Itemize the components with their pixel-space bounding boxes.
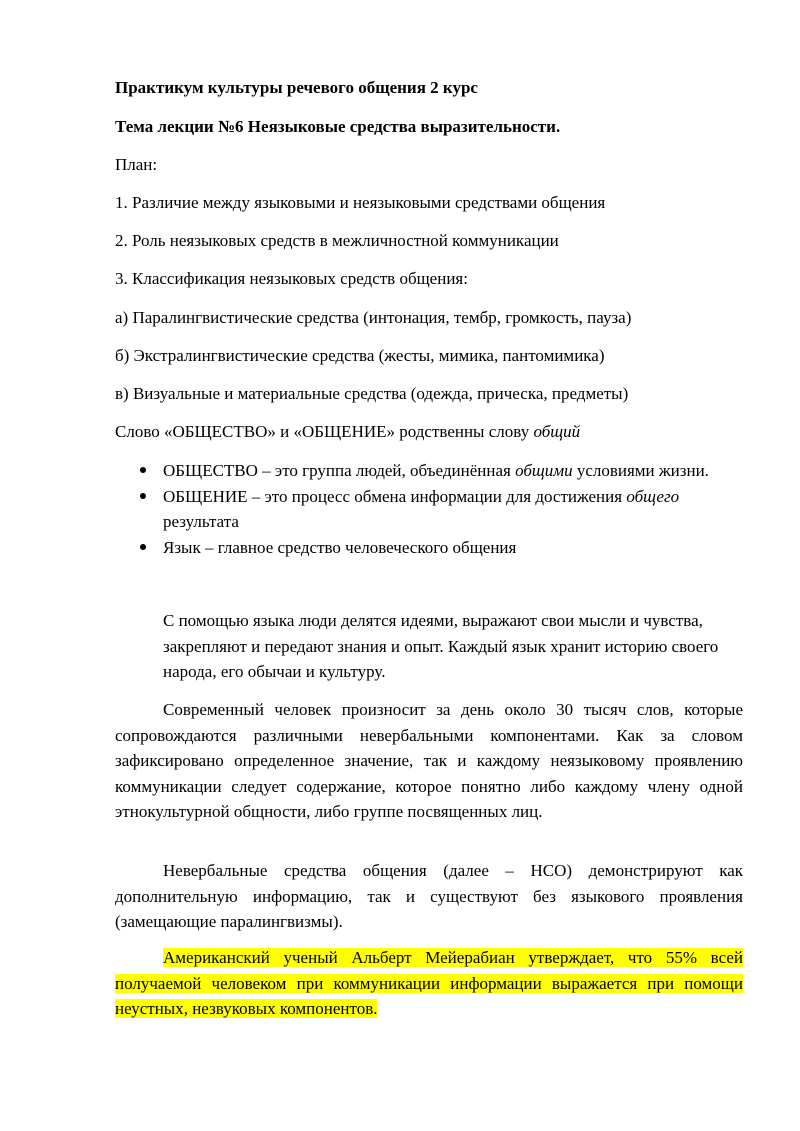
plan-item-3b: б) Экстралингвистические средства (жесты, мимика, пантомимика) xyxy=(115,346,605,365)
bullet-icon xyxy=(140,544,146,550)
document-title: Практикум культуры речевого общения 2 курс xyxy=(115,78,478,97)
list-item: ОБЩЕНИЕ – это процесс обмена информации для достижения общего результата xyxy=(138,484,748,534)
plan-item-2: 2. Роль неязыковых средств в межличностной коммуникации xyxy=(115,231,559,250)
lecture-topic: Тема лекции №6 Неязыковые средства выразительности. xyxy=(115,117,561,136)
language-paragraph: С помощью языка люди делятся идеями, выражают свои мысли и чувства, закрепляют и передают знания и опыт. Каждый язык хранит историю своего народа, его обычаи и культуру. xyxy=(163,611,719,681)
bullet-icon xyxy=(140,493,146,499)
list-item: ОБЩЕСТВО – это группа людей, объединённая общими условиями жизни. xyxy=(138,458,748,483)
word-origin-text: Слово «ОБЩЕСТВО» и «ОБЩЕНИЕ» родственны слову xyxy=(115,422,534,441)
highlighted-paragraph xyxy=(115,945,743,1022)
definition-list xyxy=(138,458,748,561)
plan-label: План: xyxy=(115,155,158,174)
word-origin-line xyxy=(115,422,580,442)
highlighted-text: Американский ученый Альберт Мейерабиан утверждает, что 55% всей получаемой человеком при коммуникации информации выражается при помощи неустных, незвуковых компонентов. xyxy=(115,948,743,1018)
word-origin-italic: общий xyxy=(533,422,581,441)
nonverbal-paragraph: Невербальные средства общения (далее – НСО) демонстрируют как дополнительную информацию, так и существуют без языкового проявления (замещающие паралингвизмы). xyxy=(115,861,743,931)
plan-item-3a: а) Паралингвистические средства (интонация, тембр, громкость, пауза) xyxy=(115,308,632,327)
list-item: Язык – главное средство человеческого общения xyxy=(138,535,748,560)
modern-person-paragraph: Современный человек произносит за день около 30 тысяч слов, которые сопровождаются различными невербальными компонентами. Как за словом зафиксировано определенное значение, так и каждому неязыковому проявлению коммуникации следует содержание, которое понятно либо каждому члену одной этнокультурной общности, либо группе посвященных лиц. xyxy=(115,700,743,821)
bullet-icon xyxy=(140,467,146,473)
plan-item-1: 1. Различие между языковыми и неязыковыми средствами общения xyxy=(115,193,606,212)
plan-item-3c: в) Визуальные и материальные средства (одежда, прическа, предметы) xyxy=(115,384,629,403)
plan-item-3: 3. Классификация неязыковых средств общения: xyxy=(115,269,468,288)
